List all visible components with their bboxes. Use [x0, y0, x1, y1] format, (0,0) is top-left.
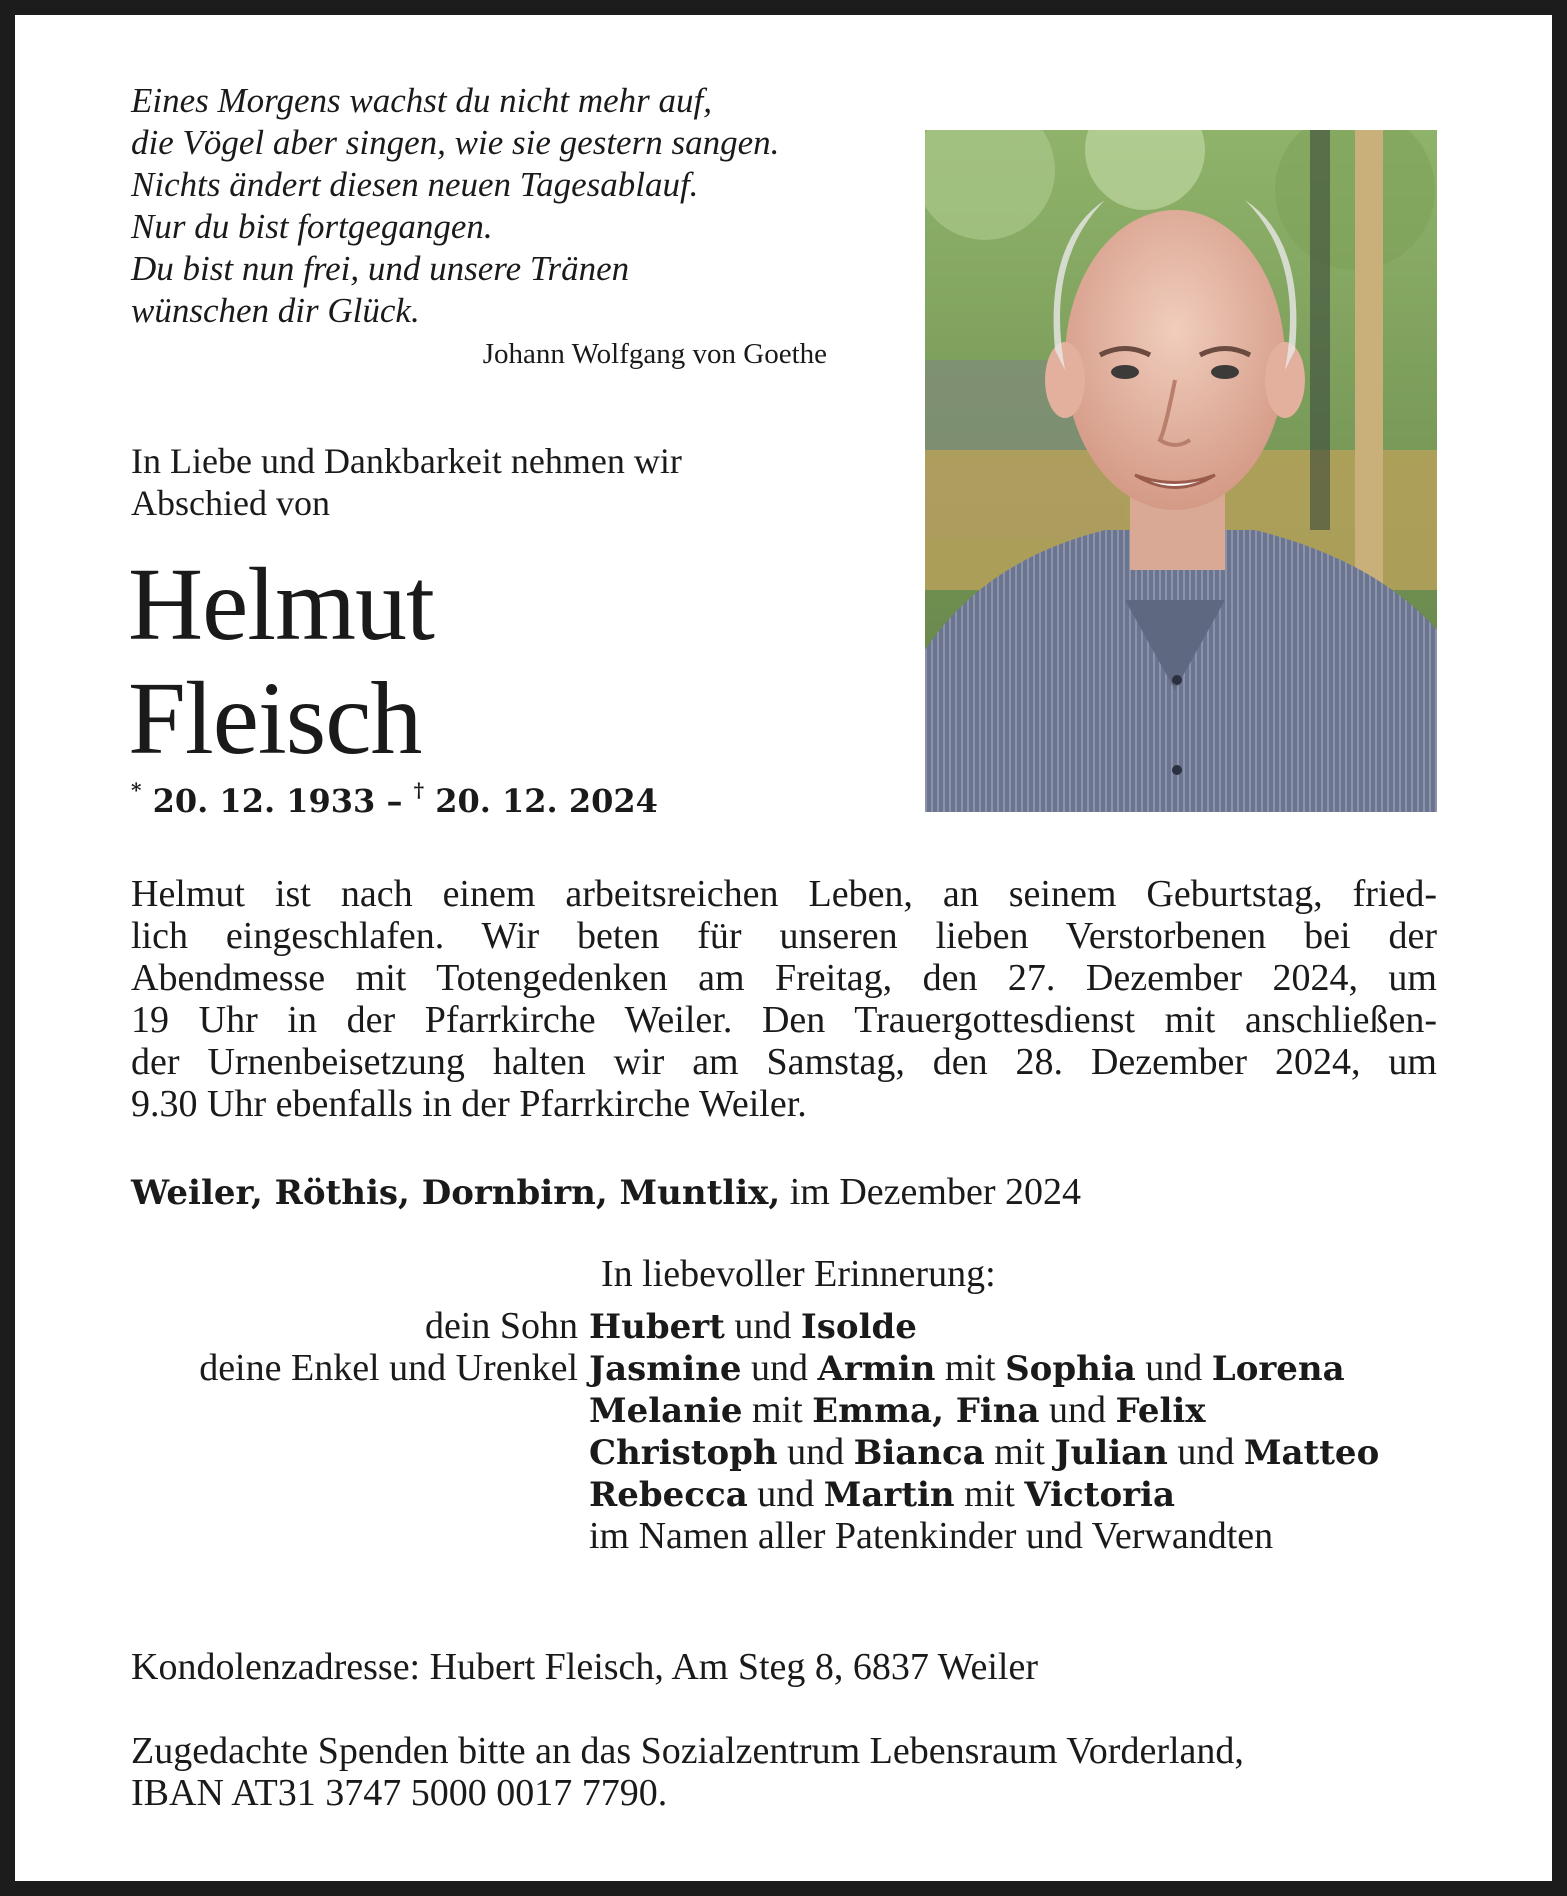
mourner-name: Armin: [817, 1349, 936, 1389]
mourner-row: [131, 1305, 1451, 1347]
mourner-name: Christoph: [589, 1433, 778, 1473]
mourner-name: Isolde: [800, 1307, 917, 1347]
mourner-row: [131, 1347, 1451, 1389]
donation-info: [131, 1730, 1244, 1814]
connector: und: [1135, 1347, 1212, 1389]
announcement-line: 19 Uhr in der Pfarrkirche Weiler. Den Trauergottesdienst mit anschließen-: [131, 999, 1437, 1041]
mourner-name: Sophia: [1005, 1349, 1136, 1389]
mourners-closing: im Namen aller Patenkinder und Verwandten: [589, 1515, 1274, 1557]
mourner-name: Jasmine: [589, 1349, 742, 1389]
place-names: Weiler, Röthis, Dornbirn, Muntlix,: [131, 1173, 781, 1213]
portrait-photo-icon: [925, 130, 1437, 812]
relation-label: deine Enkel und Urenkel: [199, 1347, 578, 1389]
death-symbol: †: [413, 778, 425, 802]
connector: mit: [935, 1347, 1006, 1389]
connector: und: [777, 1431, 854, 1473]
mourner-name: Rebecca: [589, 1475, 748, 1515]
mourner-name: Hubert: [589, 1307, 725, 1347]
relation-label: dein Sohn: [424, 1305, 578, 1347]
announcement-line: 9.30 Uhr ebenfalls in der Pfarrkirche Weiler.: [131, 1083, 807, 1125]
portrait-photo: [925, 130, 1437, 812]
mourners-list: [131, 1305, 1451, 1557]
last-name: Fleisch: [128, 661, 422, 776]
places-date: [131, 1170, 1081, 1214]
date-separator: –: [386, 782, 403, 820]
birth-symbol: *: [131, 778, 142, 802]
donation-line: Zugedachte Spenden bitte an das Sozialzentrum Lebensraum Vorderland,: [131, 1730, 1244, 1772]
intro-line: In Liebe und Dankbarkeit nehmen wir: [131, 441, 682, 481]
poem: [131, 80, 851, 332]
mourner-name: Victoria: [1024, 1475, 1175, 1515]
donation-iban: IBAN AT31 3747 5000 0017 7790.: [131, 1772, 668, 1814]
connector: und: [741, 1347, 818, 1389]
connector: und: [1167, 1431, 1244, 1473]
connector: und: [1039, 1389, 1116, 1431]
connector: mit: [742, 1389, 813, 1431]
mourner-name: Matteo: [1243, 1433, 1380, 1473]
poem-line: Du bist nun frei, und unsere Tränen: [131, 249, 630, 288]
mourner-names: [589, 1389, 1206, 1432]
poem-line: wünschen dir Glück.: [131, 291, 420, 330]
birth-date: 20. 12. 1933: [152, 782, 376, 820]
poem-line: die Vögel aber singen, wie sie gestern sangen.: [131, 123, 780, 162]
mourner-name: Melanie: [589, 1391, 743, 1431]
poem-line: Eines Morgens wachst du nicht mehr auf,: [131, 81, 713, 120]
mourner-name: Julian: [1054, 1433, 1168, 1473]
announcement-line: lich eingeschlafen. Wir beten für unseren lieben Verstorbenen bei der: [131, 915, 1437, 957]
first-name: Helmut: [128, 547, 434, 662]
life-dates: [131, 778, 658, 820]
mourner-row: [131, 1431, 1451, 1473]
announcement-text: [131, 873, 1437, 1125]
mourner-row: [131, 1515, 1451, 1557]
connector: und: [747, 1473, 824, 1515]
death-date: 20. 12. 2024: [435, 782, 658, 820]
memory-heading: In liebevoller Erinnerung:: [601, 1253, 996, 1295]
announcement-line: Helmut ist nach einem arbeitsreichen Leben, an seinem Geburtstag, fried-: [131, 873, 1437, 915]
poem-line: Nichts ändert diesen neuen Tagesablauf.: [131, 165, 699, 204]
connector: mit: [954, 1473, 1025, 1515]
mourner-name: Bianca: [853, 1433, 985, 1473]
connector: und: [724, 1305, 801, 1347]
mourner-row: [131, 1389, 1451, 1431]
mourner-names: [589, 1473, 1175, 1516]
mourner-row: [131, 1473, 1451, 1515]
mourner-name: Martin: [823, 1475, 955, 1515]
condolence-address: Kondolenzadresse: Hubert Fleisch, Am Steg 8, 6837 Weiler: [131, 1646, 1039, 1688]
deceased-name: [128, 548, 434, 776]
mourner-names: [589, 1431, 1379, 1474]
announcement-line: der Urnenbeisetzung halten wir am Samstag, den 28. Dezember 2024, um: [131, 1041, 1437, 1083]
mourner-name: Felix: [1115, 1391, 1206, 1431]
connector: mit: [984, 1431, 1055, 1473]
intro-line: Abschied von: [131, 483, 330, 523]
mourner-name: Lorena: [1211, 1349, 1345, 1389]
mourner-names: [589, 1347, 1345, 1390]
mourner-names: [589, 1305, 917, 1348]
announcement-line: Abendmesse mit Totengedenken am Freitag, den 27. Dezember 2024, um: [131, 957, 1437, 999]
announcement-date: im Dezember 2024: [780, 1171, 1081, 1213]
poem-line: Nur du bist fortgegangen.: [131, 207, 493, 246]
poem-author: Johann Wolfgang von Goethe: [482, 338, 827, 370]
intro-text: [131, 440, 831, 524]
mourner-name: Emma, Fina: [812, 1391, 1040, 1431]
